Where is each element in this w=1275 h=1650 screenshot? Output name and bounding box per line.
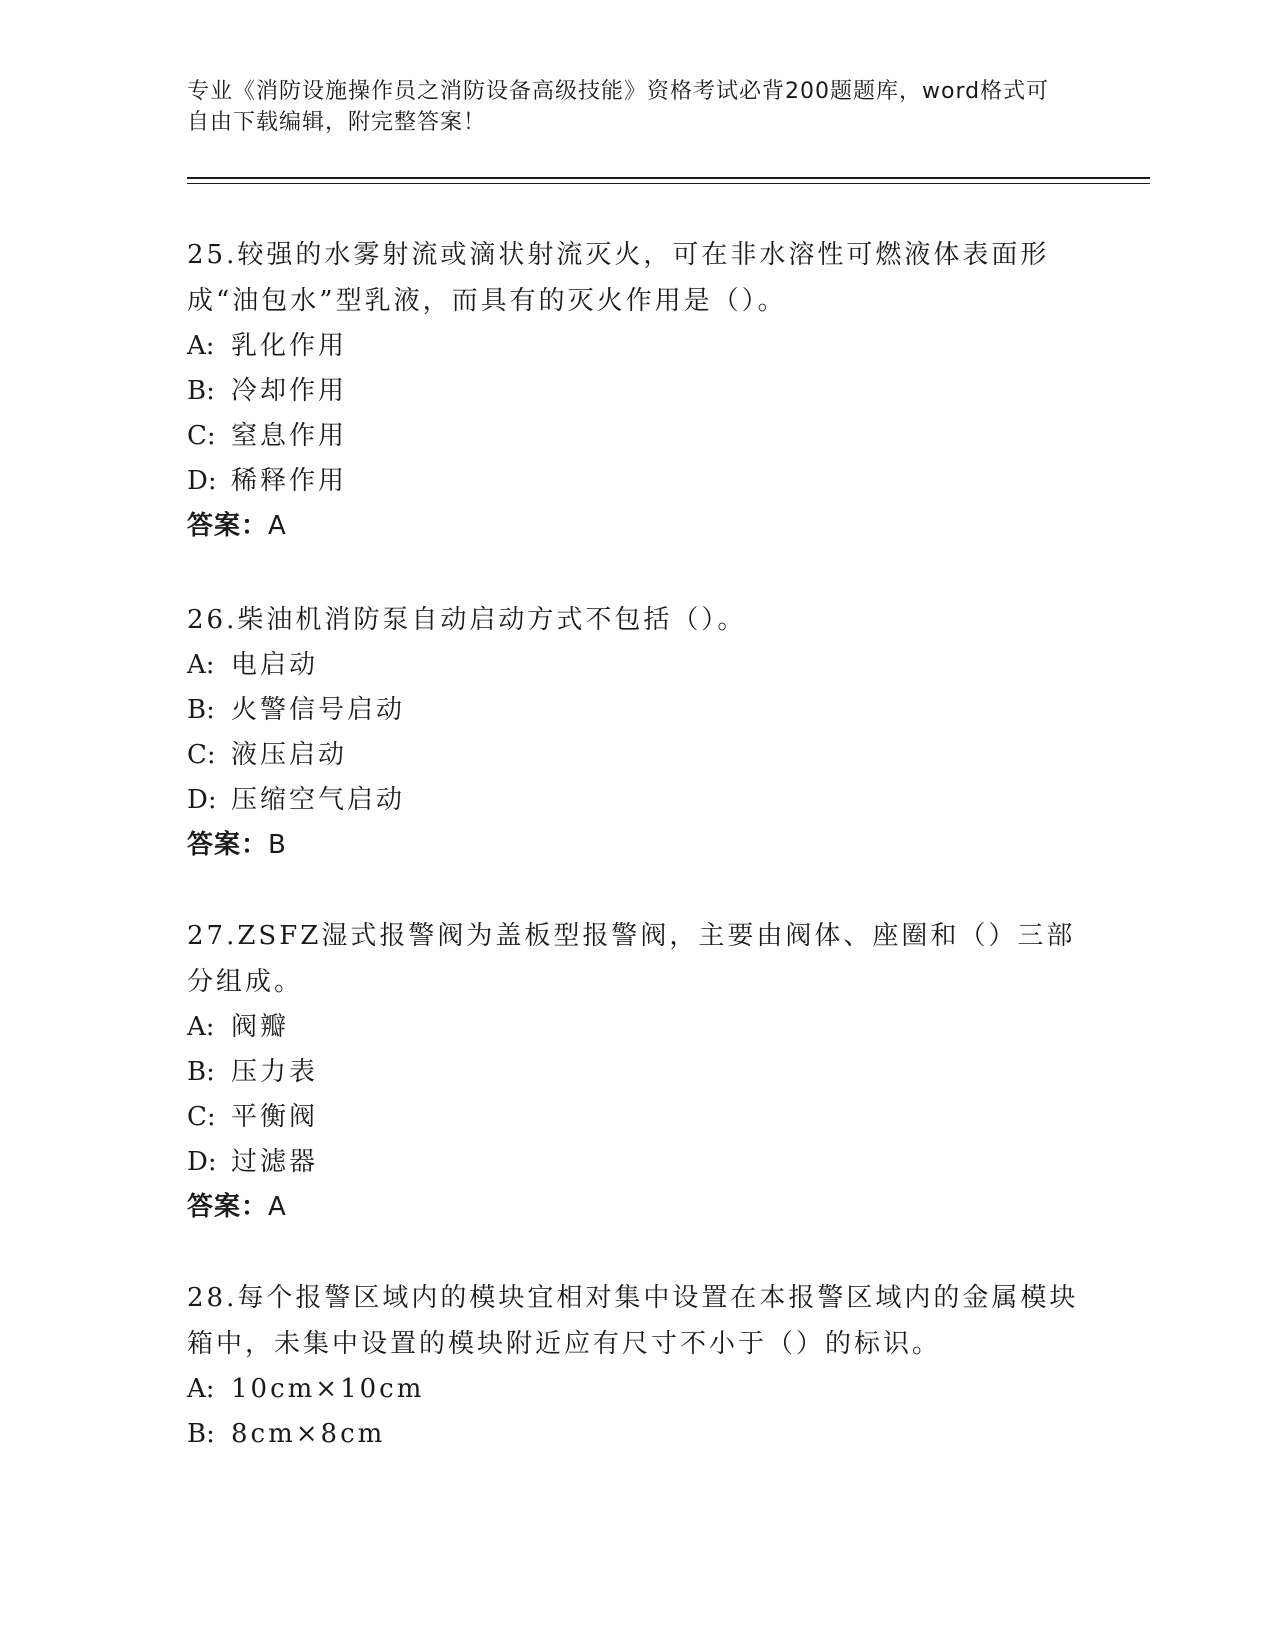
- option-c: [187, 1095, 1087, 1140]
- option-label: D:: [187, 785, 217, 815]
- answer-line: [187, 1185, 1087, 1230]
- option-label: B:: [187, 1057, 215, 1087]
- option-label: A:: [187, 1374, 215, 1404]
- question-text: 25.较强的水雾射流或滴状射流灭火，可在非水溶性可燃液体表面形成“油包水”型乳液，而具有的灭火作用是（）。: [187, 240, 1050, 316]
- question-text: 27.ZSFZ湿式报警阀为盖板型报警阀，主要由阀体、座圈和（）三部分组成。: [187, 921, 1076, 997]
- option-b: [187, 1050, 1087, 1095]
- option-a: [187, 324, 1087, 369]
- option-text: 阀瓣: [231, 1012, 290, 1042]
- option-c: [187, 414, 1087, 459]
- option-a: [187, 643, 1087, 688]
- option-text: 乳化作用: [231, 331, 348, 361]
- option-text: 冷却作用: [231, 376, 348, 406]
- option-text: 过滤器: [231, 1147, 319, 1177]
- option-label: B:: [187, 695, 215, 725]
- option-a: [187, 1367, 1087, 1412]
- option-a: [187, 1005, 1087, 1050]
- option-d: [187, 1140, 1087, 1185]
- option-text: 稀释作用: [231, 466, 348, 496]
- option-label: A:: [187, 650, 215, 680]
- answer-value: A: [268, 1192, 287, 1222]
- header-divider-thick: [187, 177, 1150, 179]
- question-text: 26.柴油机消防泵自动启动方式不包括（）。: [187, 605, 747, 635]
- answer-value: A: [268, 511, 287, 541]
- option-d: [187, 459, 1087, 504]
- option-c: [187, 733, 1087, 778]
- option-label: C:: [187, 1102, 216, 1132]
- question-text: 28.每个报警区域内的模块宜相对集中设置在本报警区域内的金属模块箱中，未集中设置的模块附近应有尺寸不小于（）的标识。: [187, 1283, 1079, 1359]
- answer-line: [187, 823, 1087, 868]
- option-text: 压力表: [231, 1057, 319, 1087]
- question-27: [187, 913, 1087, 1230]
- option-label: C:: [187, 740, 216, 770]
- option-text: 电启动: [231, 650, 319, 680]
- option-b: [187, 1412, 1087, 1457]
- option-text: 10cm×10cm: [231, 1374, 425, 1404]
- option-text: 窒息作用: [231, 421, 348, 451]
- option-text: 压缩空气启动: [231, 785, 406, 815]
- option-label: A:: [187, 331, 215, 361]
- question-28: [187, 1275, 1087, 1457]
- option-label: D:: [187, 1147, 217, 1177]
- option-label: B:: [187, 1419, 215, 1449]
- answer-value: B: [268, 830, 287, 860]
- option-label: C:: [187, 421, 216, 451]
- option-text: 液压启动: [231, 740, 348, 770]
- option-b: [187, 369, 1087, 414]
- document-header: 专业《消防设施操作员之消防设备高级技能》资格考试必背200题题库，word格式可自由下载编辑，附完整答案！: [187, 79, 1050, 135]
- answer-label: 答案：: [187, 511, 269, 541]
- option-b: [187, 688, 1087, 733]
- option-label: A:: [187, 1012, 215, 1042]
- option-label: B:: [187, 376, 215, 406]
- question-26: [187, 597, 1087, 868]
- option-d: [187, 778, 1087, 823]
- answer-line: [187, 504, 1087, 549]
- answer-label: 答案：: [187, 830, 269, 860]
- question-25: [187, 232, 1087, 549]
- option-text: 平衡阀: [231, 1102, 319, 1132]
- option-text: 8cm×8cm: [231, 1419, 386, 1449]
- option-label: D:: [187, 466, 217, 496]
- option-text: 火警信号启动: [231, 695, 406, 725]
- header-divider-thin: [187, 183, 1150, 184]
- answer-label: 答案：: [187, 1192, 269, 1222]
